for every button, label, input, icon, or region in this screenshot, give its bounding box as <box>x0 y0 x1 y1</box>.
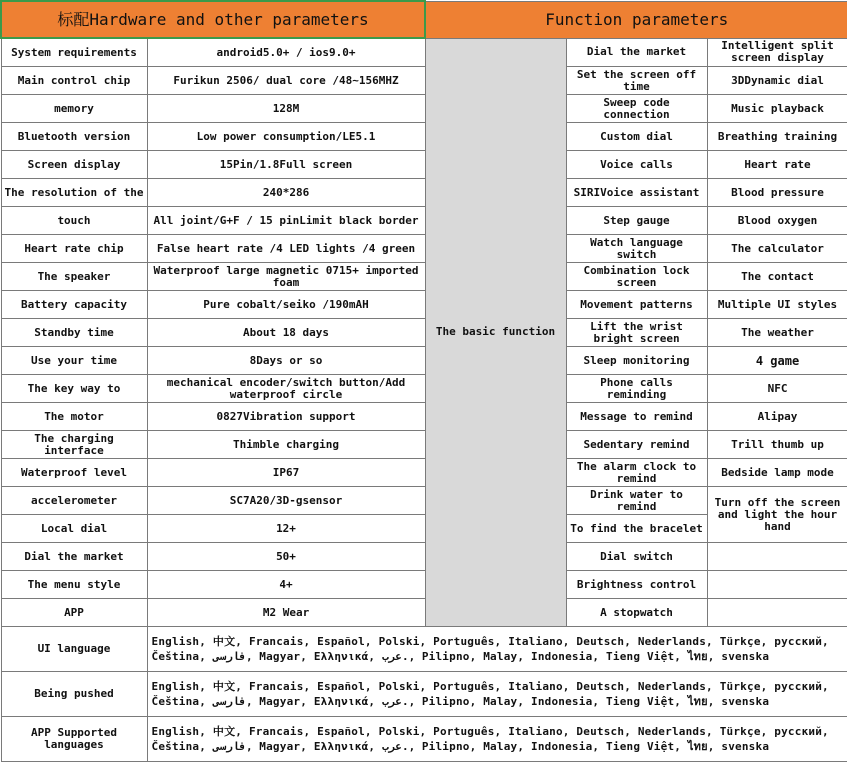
hardware-label: accelerometer <box>1 487 147 515</box>
hardware-label: The menu style <box>1 571 147 599</box>
hardware-label: Heart rate chip <box>1 235 147 263</box>
table-row <box>1 431 847 459</box>
function-item-left: SIRIVoice assistant <box>566 179 707 207</box>
function-item-left: Voice calls <box>566 151 707 179</box>
hardware-header[interactable]: 标配Hardware and other parameters <box>1 1 425 38</box>
hardware-label: Dial the market <box>1 543 147 571</box>
language-list: English, 中文, Francais, Español, Polski, Português, Italiano, Deutsch, Nederlands, Türkçe, русский, Čeština, فارسی, Magyar, Ελληνικά, عرب., Pilipno, Malay, Indonesia, Tieng Việt, ไทย, svenska <box>147 717 847 762</box>
hardware-label: The speaker <box>1 263 147 291</box>
table-row <box>1 291 847 319</box>
function-item-right: Trill thumb up <box>707 431 847 459</box>
hardware-value: IP67 <box>147 459 425 487</box>
function-item-right: Blood pressure <box>707 179 847 207</box>
hardware-label: Waterproof level <box>1 459 147 487</box>
language-row <box>1 627 847 672</box>
hardware-label: Use your time <box>1 347 147 375</box>
hardware-label: The charging interface <box>1 431 147 459</box>
hardware-value: 0827Vibration support <box>147 403 425 431</box>
function-item-left: To find the bracelet <box>566 515 707 543</box>
language-list: English, 中文, Francais, Español, Polski, Português, Italiano, Deutsch, Nederlands, Türkçe, русский, Čeština, فارسی, Magyar, Ελληνικά, عرب., Pilipno, Malay, Indonesia, Tieng Việt, ไทย, svenska <box>147 672 847 717</box>
hardware-label: Bluetooth version <box>1 123 147 151</box>
hardware-value: 12+ <box>147 515 425 543</box>
hardware-value: 15Pin/1.8Full screen <box>147 151 425 179</box>
hardware-value: 4+ <box>147 571 425 599</box>
function-item-left: A stopwatch <box>566 599 707 627</box>
table-row <box>1 67 847 95</box>
table-row <box>1 347 847 375</box>
table-row <box>1 543 847 571</box>
hardware-value: About 18 days <box>147 319 425 347</box>
hardware-value: Pure cobalt/seiko /190mAH <box>147 291 425 319</box>
function-item-right <box>707 543 847 571</box>
table-row <box>1 151 847 179</box>
function-item-left: Step gauge <box>566 207 707 235</box>
table-row <box>1 599 847 627</box>
hardware-label: Screen display <box>1 151 147 179</box>
hardware-value: Waterproof large magnetic 0715+ imported foam <box>147 263 425 291</box>
table-row <box>1 207 847 235</box>
hardware-value: android5.0+ / ios9.0+ <box>147 38 425 67</box>
table-row <box>1 123 847 151</box>
language-label: APP Supported languages <box>1 717 147 762</box>
hardware-label: System requirements <box>1 38 147 67</box>
function-item-right: The weather <box>707 319 847 347</box>
function-item-right: Heart rate <box>707 151 847 179</box>
function-item-right: 3DDynamic dial <box>707 67 847 95</box>
hardware-label: Main control chip <box>1 67 147 95</box>
language-list: English, 中文, Francais, Español, Polski, Português, Italiano, Deutsch, Nederlands, Türkçe, русский, Čeština, فارسی, Magyar, Ελληνικά, عرب., Pilipno, Malay, Indonesia, Tieng Việt, ไทย, svenska <box>147 627 847 672</box>
hardware-value: SC7A20/3D-gsensor <box>147 487 425 515</box>
function-item-left: Drink water to remind <box>566 487 707 515</box>
function-item-right: Alipay <box>707 403 847 431</box>
hardware-value: All joint/G+F / 15 pinLimit black border <box>147 207 425 235</box>
function-item-left: Movement patterns <box>566 291 707 319</box>
table-row <box>1 263 847 291</box>
hardware-label: The key way to <box>1 375 147 403</box>
language-label: UI language <box>1 627 147 672</box>
function-item-left: Combination lock screen <box>566 263 707 291</box>
hardware-value: 240*286 <box>147 179 425 207</box>
table-row <box>1 179 847 207</box>
function-item-right: Multiple UI styles <box>707 291 847 319</box>
language-row <box>1 717 847 762</box>
hardware-label: memory <box>1 95 147 123</box>
function-item-left: Watch language switch <box>566 235 707 263</box>
function-item-right: Breathing training <box>707 123 847 151</box>
table-row <box>1 487 847 515</box>
function-item-left: Lift the wrist bright screen <box>566 319 707 347</box>
function-item-left: Sleep monitoring <box>566 347 707 375</box>
function-item-right: Blood oxygen <box>707 207 847 235</box>
function-category: The basic function <box>425 38 566 627</box>
table-row <box>1 403 847 431</box>
hardware-value: False heart rate /4 LED lights /4 green <box>147 235 425 263</box>
hardware-value: M2 Wear <box>147 599 425 627</box>
function-item-left: Message to remind <box>566 403 707 431</box>
hardware-label: APP <box>1 599 147 627</box>
hardware-label: Local dial <box>1 515 147 543</box>
function-item-left: Sedentary remind <box>566 431 707 459</box>
table-row <box>1 459 847 487</box>
function-item-left: Phone calls reminding <box>566 375 707 403</box>
table-row <box>1 319 847 347</box>
function-item-right: Music playback <box>707 95 847 123</box>
hardware-value: 128M <box>147 95 425 123</box>
table-row <box>1 95 847 123</box>
hardware-label: The motor <box>1 403 147 431</box>
function-item-right: Bedside lamp mode <box>707 459 847 487</box>
function-item-left: The alarm clock to remind <box>566 459 707 487</box>
hardware-value: 8Days or so <box>147 347 425 375</box>
hardware-value: Furikun 2506/ dual core /48~156MHZ <box>147 67 425 95</box>
function-item-left: Dial the market <box>566 38 707 67</box>
language-row <box>1 672 847 717</box>
table-row <box>1 571 847 599</box>
function-item-right: Intelligent split screen display <box>707 38 847 67</box>
hardware-label: touch <box>1 207 147 235</box>
table-row <box>1 235 847 263</box>
hardware-value: mechanical encoder/switch button/Add waterproof circle <box>147 375 425 403</box>
function-header: Function parameters <box>425 1 847 38</box>
hardware-label: The resolution of the <box>1 179 147 207</box>
function-item-right: The contact <box>707 263 847 291</box>
function-item-right: The calculator <box>707 235 847 263</box>
hardware-value: Low power consumption/LE5.1 <box>147 123 425 151</box>
hardware-label: Battery capacity <box>1 291 147 319</box>
function-item-right <box>707 599 847 627</box>
table-row <box>1 375 847 403</box>
hardware-label: Standby time <box>1 319 147 347</box>
hardware-value: 50+ <box>147 543 425 571</box>
function-item-right: NFC <box>707 375 847 403</box>
language-label: Being pushed <box>1 672 147 717</box>
function-item-right: 4 game <box>707 347 847 375</box>
hardware-value: Thimble charging <box>147 431 425 459</box>
function-item-left: Custom dial <box>566 123 707 151</box>
function-item-right <box>707 571 847 599</box>
table-row <box>1 38 847 67</box>
function-item-left: Sweep code connection <box>566 95 707 123</box>
function-item-right: Turn off the screen and light the hour hand <box>707 487 847 543</box>
function-item-left: Set the screen off time <box>566 67 707 95</box>
function-item-left: Brightness control <box>566 571 707 599</box>
function-item-left: Dial switch <box>566 543 707 571</box>
